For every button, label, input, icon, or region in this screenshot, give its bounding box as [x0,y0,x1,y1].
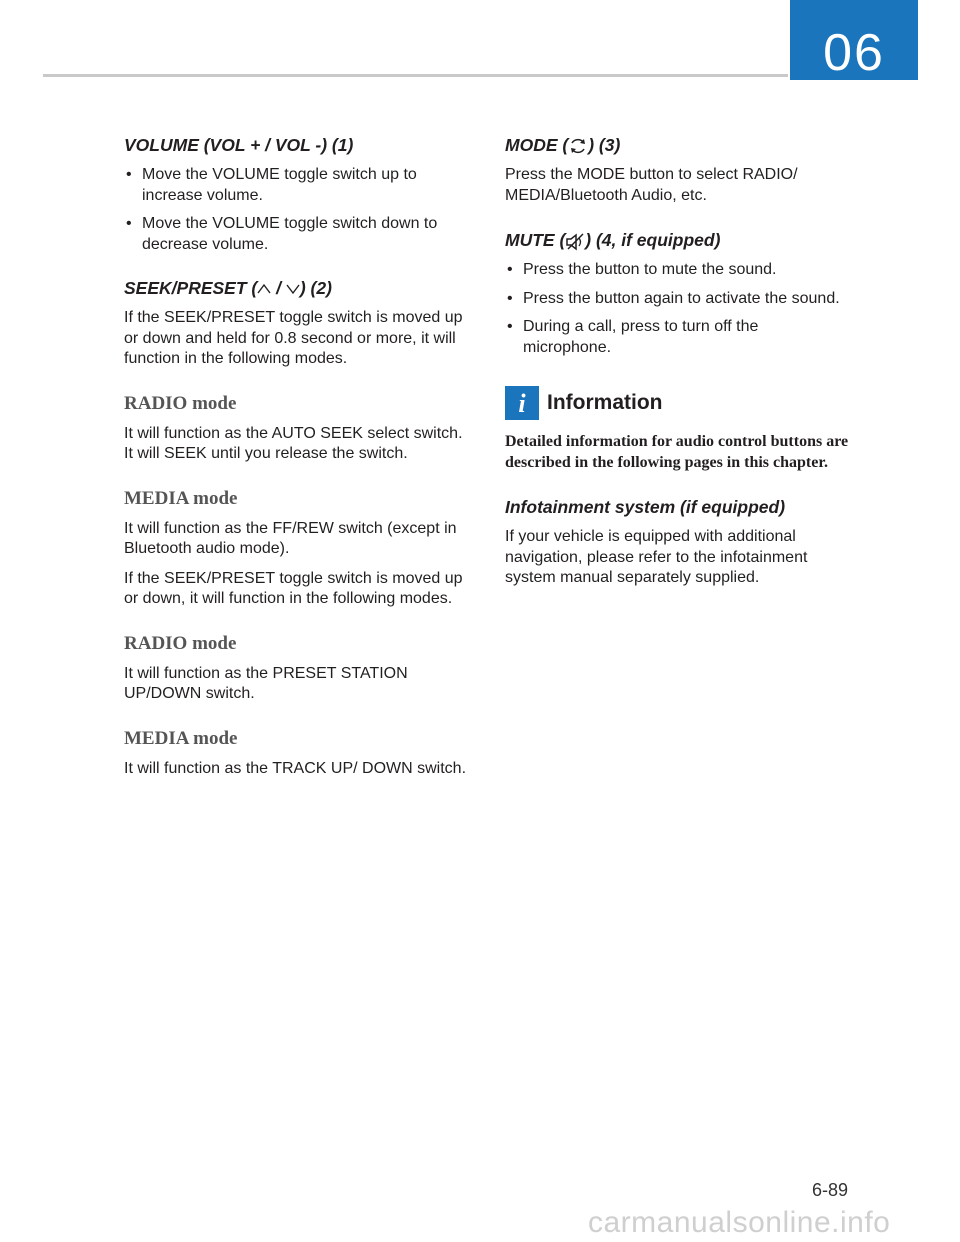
left-column [124,134,469,788]
mode-paragraph: Press the MODE button to select RADIO/ MEDIA/Bluetooth Audio, etc. [505,166,798,204]
list-item-text: Press the button to mute the sound. [523,261,777,279]
radio-mode-heading: RADIO mode [124,392,237,414]
mode-heading [505,134,850,156]
mute-speaker-icon [565,233,585,251]
volume-heading: VOLUME (VOL + / VOL -) (1) [124,135,354,155]
mute-heading [505,229,850,251]
seek-heading-suffix: ) (2) [299,278,332,298]
information-header [505,386,850,420]
list-item [505,317,850,358]
list-item-text: Press the button again to activate the sound. [523,289,840,307]
radio-mode-heading-2: RADIO mode [124,632,237,654]
mode-rotate-icon [568,136,588,156]
infotainment-paragraph: If your vehicle is equipped with additional navigation, please refer to the infotainment system manual separately supplied. [505,528,808,587]
seek-heading-separator: / [271,278,286,298]
information-icon: i [505,386,539,420]
bullet-marker: • [507,289,513,307]
infotainment-heading: Infotainment system (if equipped) [505,497,786,518]
list-item [505,289,850,310]
mute-heading-prefix: MUTE ( [505,230,566,251]
page-number: 6-89 [812,1180,849,1200]
watermark: carmanualsonline.info [588,1206,891,1239]
mute-bullet-list [505,260,850,358]
mode-heading-suffix: ) (3) [588,135,621,155]
list-item-text: Move the VOLUME toggle switch up to increase volume. [142,166,417,204]
list-item [124,165,469,206]
information-title: Information [547,391,663,415]
list-item [124,214,469,255]
media-mode-paragraph: It will function as the FF/REW switch (except in Bluetooth audio mode). [124,519,457,557]
list-item-text: During a call, press to turn off the microphone. [523,318,759,356]
media-mode-paragraph-2: If the SEEK/PRESET toggle switch is moved up or down, it will function in the following modes. [124,569,463,607]
media-mode-heading-2: MEDIA mode [124,727,238,749]
bullet-marker: • [507,318,513,336]
seek-heading [124,277,469,299]
header-rule [43,74,788,77]
bullet-marker: • [126,166,132,183]
radio-mode-paragraph: It will function as the AUTO SEEK select switch. It will SEEK until you release the switch. [124,424,463,462]
bullet-marker: • [507,261,513,279]
chapter-number: 06 [823,24,885,82]
bullet-marker: • [126,215,132,232]
seek-paragraph: If the SEEK/PRESET toggle switch is moved up or down and held for 0.8 second or more, it will function in the following modes. [124,309,463,367]
seek-heading-prefix: SEEK/PRESET ( [124,278,258,298]
volume-bullet-list [124,165,469,255]
radio-mode-paragraph-2: It will function as the PRESET STATION UP/DOWN switch. [124,664,408,702]
mute-heading-suffix: ) (4, if equipped) [585,230,721,251]
list-item [505,260,850,281]
chevron-down-icon [286,283,300,295]
information-body: Detailed information for audio control buttons are described in the following pages in this chapter. [505,433,849,471]
right-column [505,134,850,598]
mode-heading-prefix: MODE ( [505,135,569,155]
media-mode-paragraph-3: It will function as the TRACK UP/ DOWN switch. [124,759,467,777]
media-mode-heading: MEDIA mode [124,487,238,509]
chapter-tab [790,0,918,80]
list-item-text: Move the VOLUME toggle switch down to decrease volume. [142,215,438,253]
chevron-up-icon [257,283,271,295]
